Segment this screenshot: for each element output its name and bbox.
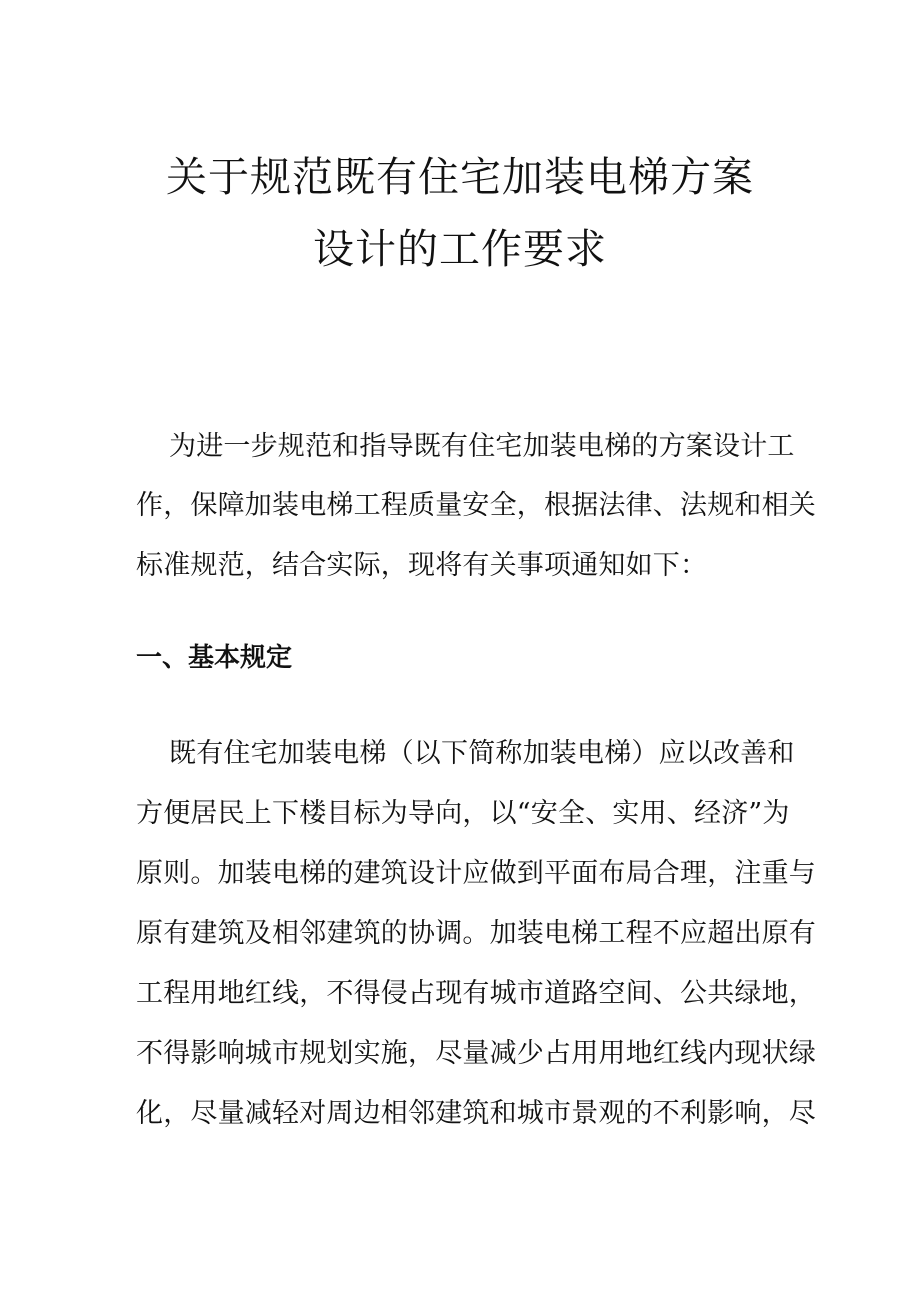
section-paragraph-line: 化，尽量减轻对周边相邻建筑和城市景观的不利影响，尽 — [136, 1098, 816, 1129]
section-paragraph-line: 原则。加装电梯的建筑设计应做到平面布局合理，注重与 — [136, 858, 816, 889]
intro-paragraph-line: 标准规范，结合实际，现将有关事项通知如下： — [136, 550, 708, 581]
section-paragraph-line: 既有住宅加装电梯（以下简称加装电梯）应以改善和 — [169, 738, 795, 769]
document-title-line-1: 关于规范既有住宅加装电梯方案 — [166, 153, 754, 201]
document-title-line-2: 设计的工作要求 — [313, 225, 607, 273]
section-paragraph-line: 原有建筑及相邻建筑的协调。加装电梯工程不应超出原有 — [136, 918, 816, 949]
section-paragraph-line: 方便居民上下楼目标为导向，以“安全、实用、经济”为 — [136, 798, 790, 829]
intro-paragraph-line: 为进一步规范和指导既有住宅加装电梯的方案设计工 — [169, 431, 795, 462]
section-paragraph-line: 工程用地红线，不得侵占现有城市道路空间、公共绿地， — [136, 978, 816, 1009]
section-heading-basic-rules: 一、基本规定 — [136, 643, 293, 673]
intro-paragraph-line: 作，保障加装电梯工程质量安全，根据法律、法规和相关 — [136, 490, 816, 521]
section-paragraph-line: 不得影响城市规划实施，尽量减少占用用地红线内现状绿 — [136, 1038, 816, 1069]
